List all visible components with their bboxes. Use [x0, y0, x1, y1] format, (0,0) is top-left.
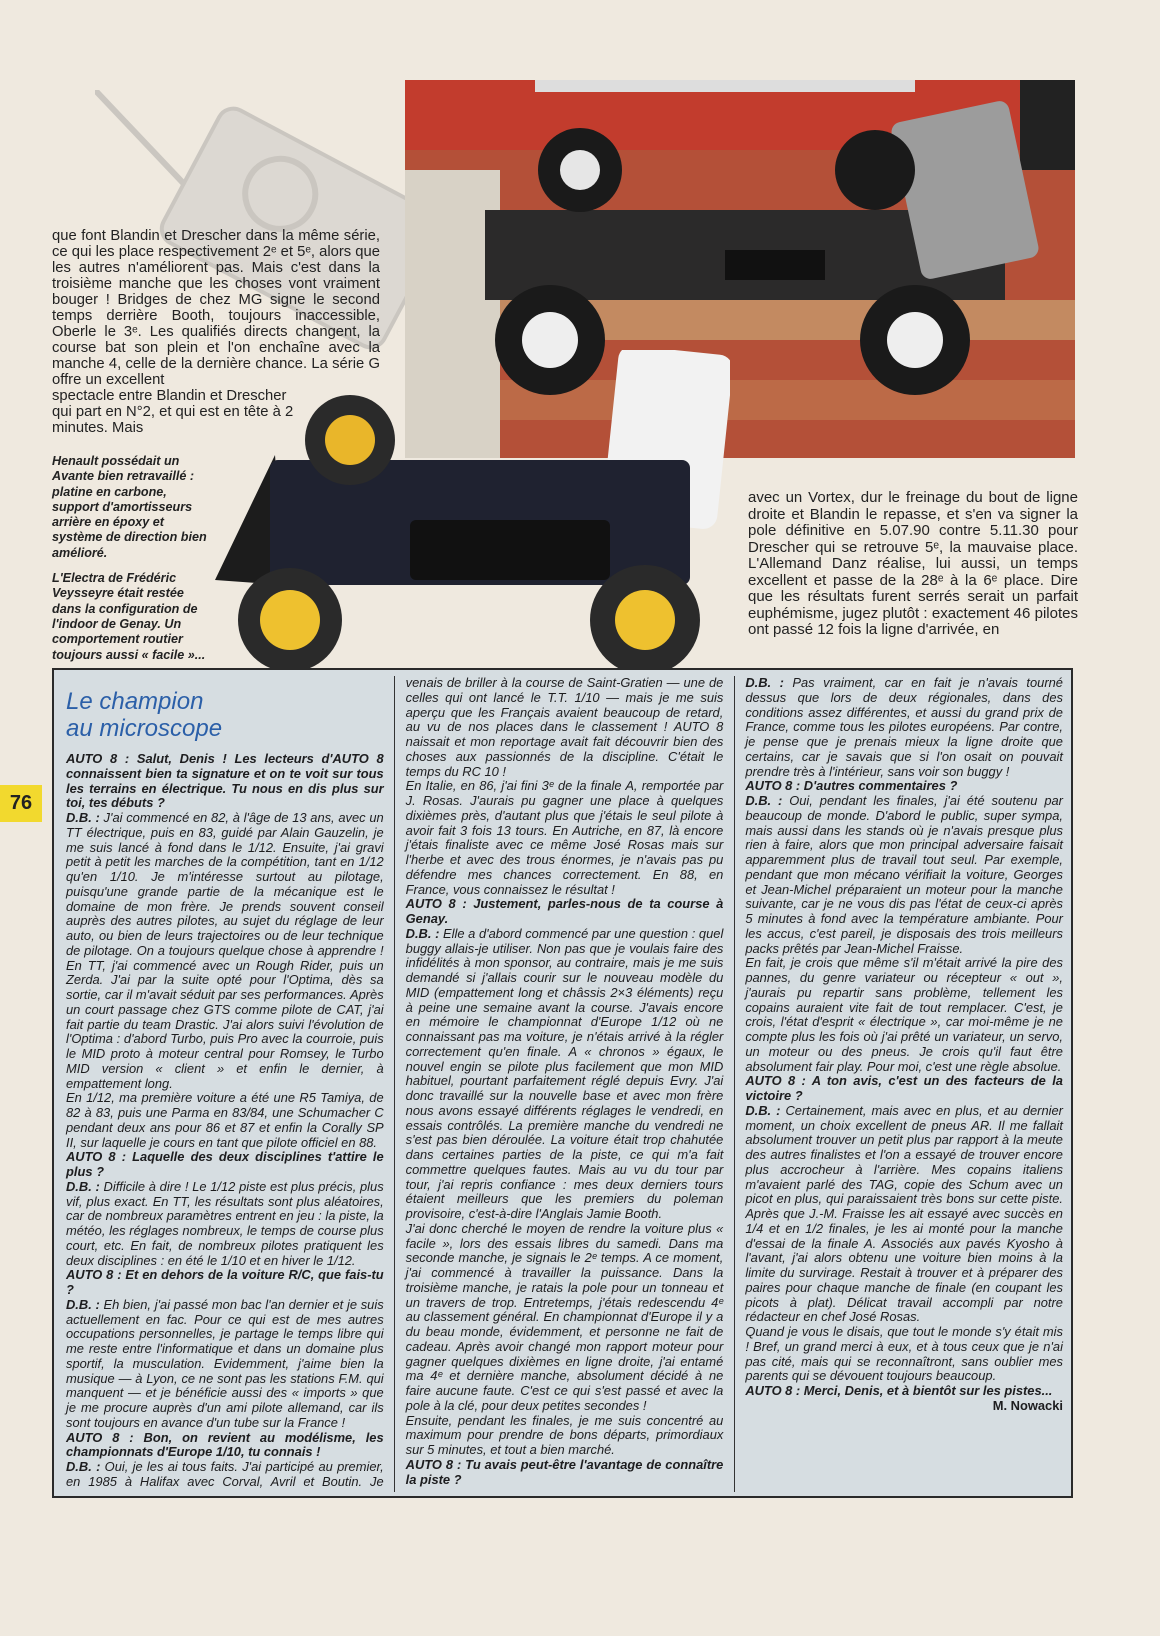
interview-columns [66, 676, 1063, 1492]
interview-question: AUTO 8 : Justement, parles-nous de ta course à Genay. [405, 896, 724, 926]
interview-answer [66, 1298, 384, 1431]
interview-question: AUTO 8 : Merci, Denis, et à bientôt sur les pistes... [745, 1383, 1053, 1398]
interview-title [66, 688, 384, 742]
interview-question: AUTO 8 : Tu avais peut-être l'avantage de connaître la piste ? [405, 1456, 724, 1487]
interview-paragraph: En fait, je crois que même s'il m'était arrivé la pire des pannes, du genre variateur ou récepteur « out », j'aurais pu repartir sans problème, tellement les copains auraient vite fait de tout remplacer. C'est, je crois, l'état d'esprit « électrique », car moi-même je ne compte plus les fois où j'ai prêté un variateur, un servo, un moteur ou des pneus. Je crois qu'il faut être absolument fair play. Pour moi, c'est une règle absolue. [745, 955, 1063, 1074]
author-signature: M. Nowacki [992, 1397, 1063, 1413]
answer-text: Difficile à dire ! Le 1/12 piste est plus précis, plus vif, plus exact. En TT, les résultats sont plus aléatoires, car de nombreux paramètres entrent en jeu : la piste, la météo, les réglages nombreux, le temps de course plus court, etc. En fait, de nombreux pilotes pratiquent les deux disciplines : en été le 1/10 et en hiver le 1/12. [66, 1178, 384, 1268]
interview-question: AUTO 8 : A ton avis, c'est un des facteurs de la victoire ? [745, 1073, 1063, 1103]
interview-paragraph: En Italie, en 86, j'ai fini 3ᵉ de la finale A, remportée par J. Rosas. J'aurais pu gagner une place à quelques dixièmes près, d'autant plus que j'étais le seul pilote à avoir fait 3 fois 13 tours. En Autriche, en 87, là encore j'étais finaliste avec ce même José Rosas mais sur l'herbe et avec des trous énormes, je n'avais pas pu défendre mes chances correctement. En 88, en France, vous connaissez le résultat ! [405, 778, 724, 897]
interview-question: AUTO 8 : Salut, Denis ! Les lecteurs d'AUTO 8 connaissent bien ta signature et on te voit sur tous les terrains en électrique. Tu nous en dis plus sur toi, tes débuts ? [66, 751, 384, 811]
article-continued-text: avec un Vortex, dur le freinage du bout de ligne droite et Blandin le repasse, et s'en va signer la pole définitive en 5.07.90 contre 5.11.30 pour Drescher qui se retrouve 5ᵉ, la mauvaise place. L'Allemand Danz réalise, lui aussi, un temps excellent et passe de la 28ᵉ à la 6ᵉ place. Dire que les résultats furent serrés serait un parfait euphémisme, jugez plutôt : exactement 46 pilotes ont passé 12 fois la ligne d'arrivée, en [748, 489, 1078, 638]
speaker-label: D.B. : [745, 675, 784, 690]
interview-answer [745, 794, 1063, 956]
answer-text: Pas vraiment, car en fait je n'avais tourné dessus que lors de deux régionales, dans des conditions assez différentes, et aussi du grand prix de France, comme tous les pilotes européens. Par contre, je pense que je prenais mieux la ligne droite que certains, car je savais que si l'on osait on pouvait prendre très à l'intérieur, sans voir son buggy ! [745, 675, 1063, 779]
speaker-label: D.B. : [66, 1296, 100, 1312]
intro-paragraph: que font Blandin et Drescher dans la même série, ce qui les place respectivement 2ᵉ et 5ᵉ, alors que les autres n'améliorent pas. Mais c'est dans la troisième manche que les choses vont vraiment bouger ! Bridges de chez MG signe le second temps derrière Booth, toujours inaccessible, Oberle le 3ᵉ. Les qualifiés directs changent, la course bat son plein et l'on enchaîne avec la manche 4, celle de la dernière chance. La série G offre un excellent [52, 228, 380, 388]
speaker-label: D.B. : [66, 1459, 101, 1474]
answer-text: Oui, pendant les finales, j'ai été soutenu par beaucoup de monde. D'abord le public, super sympa, mais aussi dans les stands où je n'avais presque plus rien à faire, alors que mon principal adversaire faisait apparemment plus de travail tout seul. Par exemple, pendant que mon mécano vérifiait la voiture, Georges et Jean-Michel préparaient un moteur pour la manche suivante, car je ne vous dis pas l'état de ceux-ci après 5 minutes à fond avec la température ambiante. Pour les accus, c'est pareil, je disposais des trois meilleurs packs prêtés par Jean-Michel Fraisse. [745, 793, 1063, 956]
interview-paragraph: J'ai donc cherché le moyen de rendre la voiture plus « facile », lors des essais libres du samedi. Dans ma seconde manche, je signais le 2ᵉ temps. A ce moment, j'ai commencé à travailler la puissance. Dans la troisième manche, je ratais la pole pour un tonneau et un travers de trop. Entretemps, j'étais redescendu 4ᵉ au classement général. En championnat d'Europe il y a du beau monde, évidemment, et personne ne fait de cadeau. Après avoir changé mon rapport moteur pour gagner quelques dixièmes en ligne droite, j'ai entamé ma 4ᵉ et dernière manche, absolument décidé à ne faire aucune faute. C'est ce qui s'est passé et avec la pole à la clé, pour deux petites secondes ! [405, 1220, 724, 1413]
caption-veysseyre: L'Electra de Frédéric Veysseyre était restée dans la configuration de l'indoor de Genay. Un comportement routier toujours aussi « facile »... [52, 571, 206, 662]
answer-text: Certainement, mais avec en plus, et au dernier moment, un choix excellent de pneus AR. Il me fallait absolument trouver un petit plus par rapport à la meute des autres finalistes et l'on a essayé de trouver encore plus accrocheur à l'arrière. Mes copains italiens m'avaient parlé des TAG, copie des Schum avec un picot en plus, qui paraissaient très bons sur cette piste. Après que J.-M. Fraisse les ait essayé avec succès en 1/4 et en 1/2 finales, je les ai monté pour la manche d'essai de la finale A. Associés aux pavés Kyosho à l'avant, j'ai alors obtenu une voiture bien moins à la limite du survirage. Restait à trouver et à préparer des paires pour chaque manche de finale (en coupant les picots à plat). Délicat travail accompli par notre rédacteur en chef José Rosas. [745, 1102, 1063, 1325]
interview-answer [745, 1104, 1063, 1325]
interview-title-line1: Le champion [66, 688, 204, 715]
photo-captions [52, 454, 207, 663]
interview-question: AUTO 8 : D'autres commentaires ? [745, 778, 958, 794]
interview-box [52, 668, 1073, 1498]
intro-paragraph-continued: spectacle entre Blandin et Drescher qui part en N°2, et qui est en tête à 2 minutes. Mais [52, 388, 294, 436]
interview-answer [745, 676, 1063, 779]
interview-paragraph: En 1/12, ma première voiture a été une R5 Tamiya, de 82 à 83, puis une Parma en 83/84, une Schumacher C pendant deux ans pour 86 et 87 et enfin la Corally SP II, sur laquelle je cours en tant que pilote officiel en 88. [66, 1090, 384, 1150]
speaker-label: D.B. : [66, 810, 100, 825]
speaker-label: D.B. : [745, 1102, 781, 1118]
speaker-label: D.B. : [66, 1178, 100, 1194]
caption-henault: Henault possédait un Avante bien retravaillé : platine en carbone, support d'amortisseurs arrière en époxy et système de direction bien amélioré. [52, 454, 207, 560]
page-number: 76 [0, 785, 42, 822]
interview-paragraph: Quand je vous le disais, que tout le monde s'y était mis ! Bref, un grand merci à eux, et à tous ceux que je n'ai pas cité, mais qui se reconnaîtront, sans oublier mes parents qui se dévouent toujours beaucoup. [745, 1324, 1063, 1384]
interview-question: AUTO 8 : Et en dehors de la voiture R/C, que fais-tu ? [66, 1267, 384, 1297]
answer-text: Eh bien, j'ai passé mon bac l'an dernier et je suis actuellement en fac. Pour ce qui est de mes autres occupations personnelles, je partage le temps libre qui me reste entre l'informatique et dans un domaine plus sportif, la musculation. Evidemment, j'aime bien la musique — à Lyon, ce ne sont pas les stations F.M. qui manquent — et je bénéficie aussi des « imports » que je me procure auprès d'un ami pilote allemand, car ils sont toujours en avance d'un tube sur la France ! [66, 1296, 384, 1430]
answer-text: Oui, je les ai tous faits. J'ai participé au premier, en 1985 à Halifax avec Corval, Avril et Boutin. Je venais de briller à la course de Saint-Gratien — une de celles qui ont lancé le T.T. 1/10 — mais je me suis aperçu que les Français avaient beaucoup de retard, au vu de nos places dans le classement ! AUTO 8 naissait et mon reportage avait fait découvrir bien des choses aux passionnés de la discipline. C'était le temps du RC 10 ! [66, 675, 724, 1489]
left-text-column [52, 228, 380, 673]
interview-question: AUTO 8 : Bon, on revient au modélisme, les championnats d'Europe 1/10, tu connais ! [66, 1429, 384, 1460]
answer-text: Elle a d'abord commencé par une question : quel buggy allais-je utiliser. Non pas que je voulais faire des infidélités à mon sponsor, au contraire, mais je me suis demandé si j'allais courir sur le nouveau modèle du MID (empattement long et châssis 2×3 éléments) reçu à peine une semaine avant la course. J'avais encore en mémoire le championnat d'Europe 1/12 où ne connaissant pas ma voiture, je n'étais arrivé à la régler correctement qu'en finale. A « chronos » égaux, le nouvel engin se pilote plus facilement que mon MID habituel, pourtant parfaitement réglé depuis Evry. J'ai donc travaillé sur la nouvelle base et avec mon frère nous avons essayé différents réglages le vendredi, en essais contrôlés. La première manche du vendredi ne s'est pas bien déroulée. La voiture était trop chahutée dans certaines parties de la piste, ce qui m'a fait commettre quelques fautes. Mais au vu du tour par tour, j'ai repris confiance : mes deux derniers tours étaient meilleurs que les premiers du poleman provisoire, c'est-à-dire l'Anglais Jamie Booth. [405, 925, 724, 1221]
interview-answer [66, 811, 384, 1091]
speaker-label: D.B. : [745, 793, 783, 808]
speaker-label: D.B. : [405, 925, 440, 941]
answer-text: J'ai commencé en 82, à l'âge de 13 ans, avec un TT électrique, puis en 83, guidé par Alain Gauzelin, je me suis lancé à fond dans le 1/12. Ensuite, j'ai gravi petit à petit les marches de la compétition, tant en 1/12 qu'en 1/10. Je m'intéresse surtout au pilotage, puisqu'une grande partie de la mécanique est le domaine de mon frère. Je prends souvent conseil auprès des autres pilotes, au sujet du réglage de leur auto, ou bien de leurs trajectoires ou de leur technique de pilotage. On a toujours quelque chose à apprendre ! En TT, j'ai commencé avec un Rough Rider, puis un Zerda. J'ai par la suite opté pour l'Optima, dès sa sortie, car il m'avait séduit par ses performances. Après un court passage chez GTS comme pilote de CAT, j'ai fait partie du team Drastic. J'ai alors suivi l'évolution de l'Optima : d'abord Turbo, puis Pro avec la courroie, puis le MID proto à moteur central pour Romsey, le Turbo MID version « client » et enfin le dernier, à empattement long. [66, 810, 384, 1091]
interview-answer [406, 927, 724, 1222]
interview-title-line2: au microscope [66, 715, 223, 742]
interview-question: AUTO 8 : Laquelle des deux disciplines t'attire le plus ? [66, 1149, 384, 1179]
interview-paragraph: Ensuite, pendant les finales, je me suis concentré au maximum pour prendre de bons départs, primordiaux sur 5 minutes, et tout a bien marché. [405, 1412, 724, 1457]
interview-answer [66, 1180, 384, 1269]
article-intro-text [52, 228, 380, 436]
